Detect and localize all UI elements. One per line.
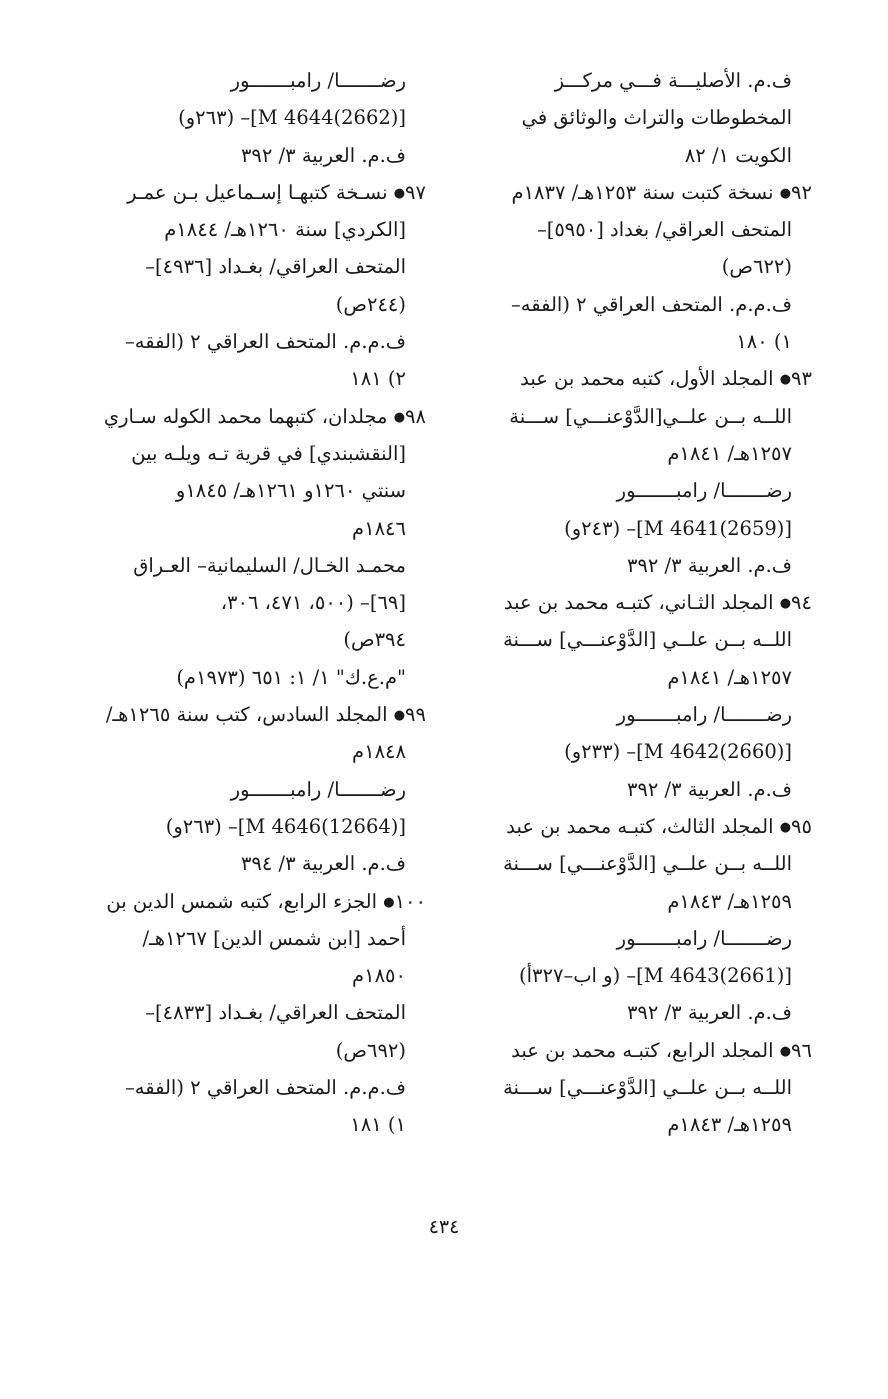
entry-line: ١) ١٨١	[350, 1113, 406, 1137]
entry-first-line	[66, 174, 426, 211]
entry-line: ١٢٥٩هـ/ ١٨٤٣م	[667, 1113, 792, 1137]
entry-line: ٢) ١٨١	[350, 367, 406, 391]
entry-text: نسخة كتبت سنة ١٢٥٣هـ/ ١٨٣٧م	[511, 180, 774, 204]
entry-line: ١٢٥٧هـ/ ١٨٤١م	[667, 441, 792, 465]
entry-continuation	[456, 62, 812, 174]
entry-line: ف.م.م. المتحف العراقي ٢ (الفقه–	[125, 1076, 406, 1100]
entry-line: المتحف العراقي/ بغـداد [٤٩٣٦]–	[145, 255, 406, 279]
entry-number: ٩٥	[791, 814, 812, 838]
entry-line: ف.م. العربية ٣/ ٣٩٢	[626, 1001, 792, 1025]
entry-text: المجلد السادس، كتب سنة ١٢٦٥هـ/	[105, 703, 388, 727]
entry-line: "م.ع.ك" ١/ ١: ٦٥١ (١٩٧٣م)	[176, 665, 406, 689]
entry-line: الكويت ١/ ٨٢	[684, 143, 792, 167]
entry-line: (٦٩٢ص)	[335, 1038, 406, 1062]
entry-line: ف.م. الأصليـــة فـــي مركـــز	[554, 69, 792, 92]
catalog-entry	[66, 696, 426, 882]
entry-line: اللــه بــن علــي [الدَّوْعنـــي] ســـنة	[503, 628, 792, 652]
entry-line: [٦٩]– (٥٠٠، ٤٧١، ٣٠٦،	[220, 591, 406, 615]
entry-first-line	[456, 174, 812, 211]
bullet-icon: ●	[393, 409, 406, 425]
entry-line: ١٨٥٠م	[352, 964, 406, 988]
entry-line: اللــه بــن علــي[الدَّوْعنـــي] ســـنة	[509, 404, 792, 428]
entry-line: المتحف العراقي/ بغداد [٥٩٥٠]–	[536, 218, 792, 242]
catalog-entry	[456, 1032, 812, 1144]
entry-line: ف.م.م. المتحف العراقي ٢ (الفقه–	[511, 292, 792, 316]
entry-number: ٩٢	[791, 180, 812, 204]
entry-number: ١٠٠	[394, 889, 426, 913]
entry-line: [M 4641(2659)]– (٢٤٣و)	[564, 516, 792, 540]
entry-line: [M 4642(2660)]– (٢٣٣و)	[564, 740, 792, 764]
entry-number: ٩٩	[405, 703, 426, 727]
entry-line: المتحف العراقي/ بغـداد [٤٨٣٣]–	[145, 1001, 406, 1025]
bullet-icon: ●	[383, 894, 395, 910]
entry-number: ٩٤	[791, 591, 812, 615]
entry-line: ف.م. العربية ٣/ ٣٩٢	[626, 777, 792, 801]
entry-first-line	[456, 808, 812, 845]
entry-first-line	[456, 360, 812, 397]
right-column	[456, 62, 812, 1144]
catalog-entry	[66, 883, 426, 1144]
catalog-entry	[456, 360, 812, 584]
entry-first-line	[456, 1032, 812, 1069]
entry-line: رضـــــــا/ رامبـــــــور	[616, 703, 792, 727]
entry-text: الجزء الرابع، كتبه شمس الدين بن	[106, 889, 378, 913]
entry-line: رضـــــــا/ رامبـــــــور	[616, 479, 792, 503]
entry-line: ف.م. العربية ٣/ ٣٩٢	[240, 143, 406, 167]
bullet-icon: ●	[779, 819, 792, 835]
entry-first-line	[66, 883, 426, 920]
entry-line: [M 4646(12664)]– (٢٦٣و)	[165, 814, 406, 838]
entry-line: ١) ١٨٠	[736, 330, 792, 354]
page-number: ٤٣٤	[428, 1216, 460, 1238]
entry-text: المجلد الأول، كتبه محمد بن عبد	[520, 367, 774, 391]
entry-line: ف.م.م. المتحف العراقي ٢ (الفقه–	[125, 330, 406, 354]
entry-line: ١٢٥٧هـ/ ١٨٤١م	[667, 665, 792, 689]
bullet-icon: ●	[393, 708, 406, 724]
entry-line: [النقشبندي] في قرية تـه ويلـه بين	[131, 441, 406, 465]
catalog-entry	[456, 174, 812, 360]
entry-number: ٩٣	[791, 367, 812, 391]
entry-text: المجلد الرابع، كتبـه محمد بن عبد	[511, 1038, 774, 1062]
catalog-entry	[66, 174, 426, 398]
entry-line: ٣٩٤ص)	[343, 628, 406, 652]
entry-line: (٦٢٢ص)	[721, 255, 792, 279]
catalog-entry	[456, 584, 812, 808]
entry-line: محمـد الخـال/ السليمانية– العـراق	[133, 553, 406, 577]
entry-text: المجلد الثالث، كتبـه محمد بن عبد	[506, 814, 774, 838]
entry-line: [M 4644(2662)]– (٢٦٣و)	[178, 106, 406, 130]
entry-line: [الكردي] سنة ١٢٦٠هـ/ ١٨٤٤م	[164, 218, 406, 242]
entry-first-line	[66, 696, 426, 733]
catalog-entry	[456, 808, 812, 1032]
entry-text: نسـخة كتبهـا إسـماعيل بـن عمـر	[127, 180, 388, 204]
bullet-icon: ●	[779, 372, 792, 388]
bullet-icon: ●	[779, 1043, 792, 1059]
entry-line: (٢٤٤ص)	[335, 292, 406, 316]
entry-text: مجلدان، كتبهما محمد الكوله سـاري	[103, 404, 388, 428]
entry-first-line	[66, 398, 426, 435]
entry-line: [M 4643(2661)]– (و اب–٣٢٧أ)	[518, 964, 792, 988]
entry-line: ف.م. العربية ٣/ ٣٩٢	[626, 553, 792, 577]
entry-line: ١٨٤٨م	[352, 740, 406, 764]
entry-line: ف.م. العربية ٣/ ٣٩٤	[240, 852, 406, 876]
entry-continuation	[66, 62, 426, 174]
entry-line: سنتي ١٢٦٠و ١٢٦١هـ/ ١٨٤٥و	[175, 479, 406, 503]
entry-line: ١٢٥٩هـ/ ١٨٤٣م	[667, 889, 792, 913]
entry-line: ١٨٤٦م	[352, 516, 406, 540]
entry-text: المجلد الثـاني، كتبـه محمد بن عبد	[503, 591, 774, 615]
left-column	[66, 62, 426, 1144]
entry-line: رضـــــــا/ رامبـــــــور	[230, 777, 406, 801]
entry-line: اللــه بــن علــي [الدَّوْعنـــي] ســـنة	[503, 852, 792, 876]
entry-number: ٩٨	[405, 404, 426, 428]
catalog-entry	[66, 398, 426, 696]
entry-first-line	[456, 584, 812, 621]
entry-number: ٩٧	[405, 180, 426, 204]
bullet-icon: ●	[393, 185, 406, 201]
entry-line: اللــه بــن علــي [الدَّوْعنـــي] ســـنة	[503, 1076, 792, 1100]
entry-line: رضـــــــا/ رامبـــــــور	[230, 69, 406, 92]
entry-line: أحمد [ابن شمس الدين] ١٢٦٧هـ/	[142, 926, 406, 950]
entry-line: المخطوطات والتراث والوثائق في	[521, 106, 792, 130]
bullet-icon: ●	[779, 596, 792, 612]
bullet-icon: ●	[779, 185, 792, 201]
entry-line: رضـــــــا/ رامبـــــــور	[616, 926, 792, 950]
entry-number: ٩٦	[791, 1038, 812, 1062]
